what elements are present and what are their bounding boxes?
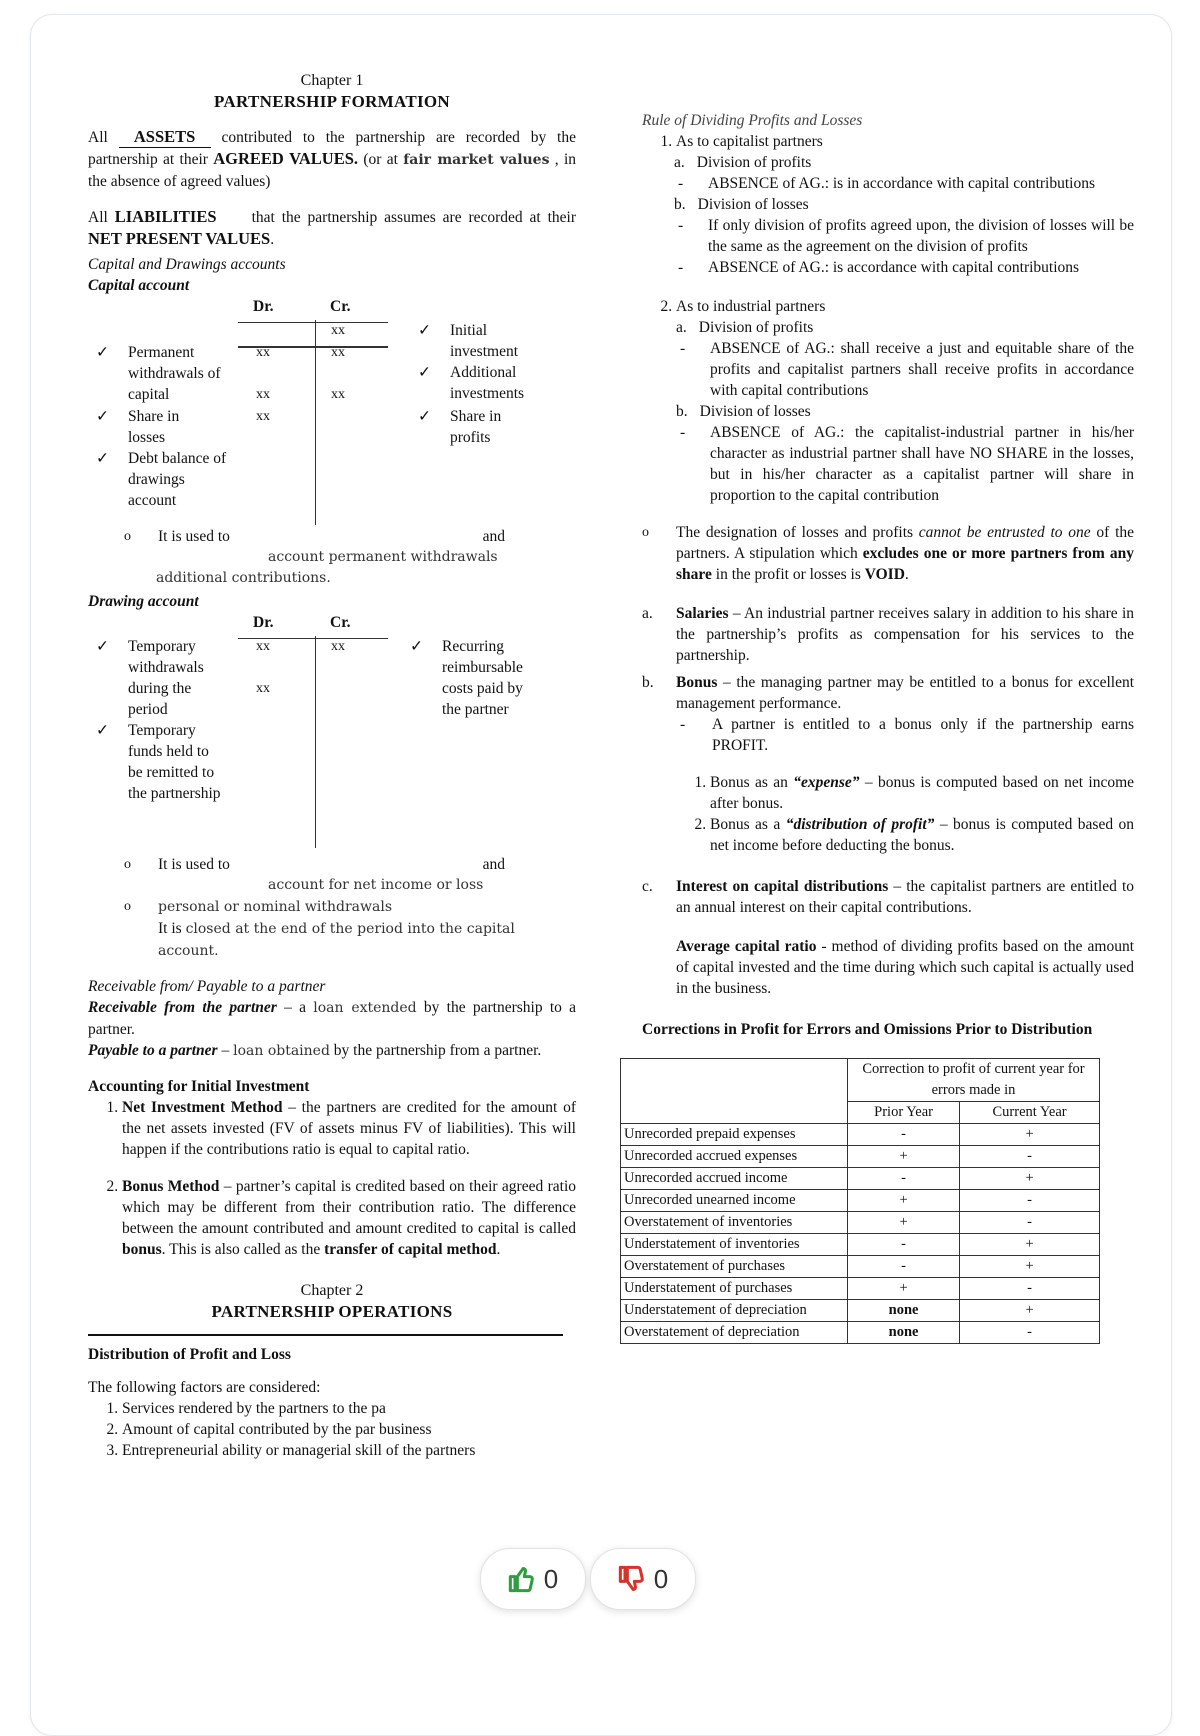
payable-paragraph: Payable to a partner – loan obtained by the partnership from a partner.	[88, 1042, 542, 1059]
check-icon: ✓	[418, 408, 431, 425]
table-group-header: Correction to profit of current year for errors made in	[848, 1059, 1100, 1102]
distribution-heading: Distribution of Profit and Loss	[88, 1346, 291, 1363]
chapter-2-title: PARTNERSHIP OPERATIONS	[211, 1302, 453, 1321]
drawing-cr-header: Cr.	[330, 614, 351, 631]
industrial-partners: 2. As to industrial partners a. Division of profits - ABSENCE of AG.: shall receive a just and equitable share of the profits and capitalist partners shall receive profits in accordance with capital contributions b. Division of losses - ABSENCE of AG.: the capitalist-industrial partner in his/her character as industrial partner shall have NO SHARE in the losses, but in his/her character as a capitalist partner will share in proportion to the capital contribution	[676, 296, 1134, 506]
table-row: Understatement of inventories - +	[621, 1234, 1100, 1256]
capital-credit-item: Share in profits	[450, 408, 502, 446]
drawing-debit-item: Temporary funds held to be remitted to the partnership	[128, 722, 221, 802]
bonus-note: - A partner is entitled to a bonus only if the partnership earns PROFIT.	[642, 714, 1134, 756]
table-row: Unrecorded prepaid expenses - +	[621, 1124, 1100, 1146]
factor-item: 2. Amount of capital contributed by the par business	[122, 1419, 576, 1440]
average-capital-item: Average capital ratio - method of dividing profits based on the amount of capital invested and the time during which such capital is actually used in the business.	[676, 938, 1134, 997]
capital-account-heading: Capital account	[88, 277, 190, 294]
check-icon: ✓	[410, 638, 423, 655]
interest-item: c. Interest on capital distributions – the capitalist partners are entitled to an annual interest on their capital contributions.	[642, 878, 1135, 916]
drawing-closed-note: o personal or nominal withdrawals It is closed at the end of the period into the capital account.	[124, 896, 576, 962]
capital-credit-item: Initial investment	[450, 322, 519, 360]
assets-paragraph: All ASSETS contributed to the partnership are recorded by the partnership at their AGREED VALUES. (or at fair market values , in the absence of agreed values)	[88, 127, 577, 190]
check-icon: ✓	[96, 638, 109, 655]
check-icon: ✓	[96, 408, 109, 425]
capital-dr-header: Dr.	[253, 298, 274, 315]
table-col-prior: Prior Year	[848, 1102, 960, 1124]
check-icon: ✓	[96, 450, 109, 467]
npv-term: NET PRESENT VALUES	[88, 229, 271, 248]
chapter-1-label: Chapter 1	[300, 72, 364, 89]
check-icon: ✓	[418, 364, 431, 381]
table-row: Unrecorded accrued expenses + -	[621, 1146, 1100, 1168]
right-column	[624, 110, 1135, 1344]
capital-usage-note: o It is used to and account permanent withdrawals additional contributions.	[124, 526, 576, 589]
drawing-debit-item: Temporary withdrawals during the period	[128, 638, 204, 718]
bonus-distribution: 2. Bonus as a “distribution of profit” – bonus is computed based on net income before deducting the bonus.	[710, 814, 1134, 856]
bonus-expense: 1. Bonus as an “expense” – bonus is computed based on net income after bonus.	[710, 772, 1134, 814]
corrections-table	[620, 1058, 1100, 1344]
dislike-button[interactable]	[590, 1548, 696, 1610]
drawing-t-account: Dr. Cr. xx xx xx ✓ Temporary withdrawals during the period ✓ Temporary funds held to be remitted to the partnership ✓ Recurring reimbursable costs paid by the partner	[88, 612, 576, 854]
liabilities-term: LIABILITIES	[114, 207, 217, 226]
agreed-values-term: AGREED VALUES.	[213, 149, 359, 168]
table-col-current: Current Year	[960, 1102, 1100, 1124]
corrections-heading: Corrections in Profit for Errors and Omissions Prior to Distribution	[642, 1021, 1093, 1038]
capital-debit-item: Share in losses	[128, 408, 180, 446]
receivable-term: Receivable from the partner	[88, 999, 277, 1016]
bonus-method: 2. Bonus Method – partner’s capital is credited based on their agreed ratio which may be different from their contribution ratio. The difference between the amount contributed and amount credited to capital is called bonus. This is also called as the transfer of capital method.	[122, 1176, 576, 1260]
table-row: Understatement of depreciation none +	[621, 1300, 1100, 1322]
corrections-table-wrap	[620, 1058, 1134, 1344]
factor-item: 1. Services rendered by the partners to the pa	[122, 1398, 576, 1419]
chapter-2-label: Chapter 2	[300, 1282, 364, 1299]
table-row: Unrecorded unearned income + -	[621, 1190, 1100, 1212]
payable-term: Payable to a partner	[88, 1042, 218, 1059]
capital-debit-item: Permanent withdrawals of capital	[128, 344, 221, 403]
receivable-paragraph: Receivable from the partner – a loan extended by the partnership to a partner.	[88, 999, 577, 1038]
drawing-account-heading: Drawing account	[88, 593, 199, 610]
drawing-usage-note: o It is used to and account for net income or loss	[124, 854, 576, 896]
dislike-count: 0	[653, 1563, 669, 1594]
capital-credit-item: Additional investments	[450, 364, 525, 402]
table-row: Understatement of purchases + -	[621, 1278, 1100, 1300]
salaries-item: a. Salaries – An industrial partner receives salary in addition to his share in the partnership’s profits as compensation for his services to the partnership.	[642, 605, 1134, 664]
table-row: Overstatement of inventories + -	[621, 1212, 1100, 1234]
check-icon: ✓	[96, 344, 109, 361]
drawing-credit-item: Recurring reimbursable costs paid by the partner	[442, 638, 523, 718]
liabilities-paragraph: All LIABILITIES that the partnership assumes are recorded at their NET PRESENT VALUES.	[88, 207, 577, 248]
table-row: Overstatement of purchases - +	[621, 1256, 1100, 1278]
check-icon: ✓	[96, 722, 109, 739]
chapter-1-title: PARTNERSHIP FORMATION	[214, 92, 450, 111]
like-button[interactable]	[480, 1548, 586, 1610]
rule-heading: Rule of Dividing Profits and Losses	[642, 112, 863, 129]
fair-market-term: fair market values	[403, 152, 550, 168]
factor-item: 3. Entrepreneurial ability or managerial skill of the partners	[122, 1440, 576, 1461]
left-column	[88, 70, 576, 1461]
bonus-item: b. Bonus – the managing partner may be entitled to a bonus for excellent management performance.	[642, 674, 1135, 712]
table-row: Overstatement of depreciation none -	[621, 1322, 1100, 1344]
drawing-dr-header: Dr.	[253, 614, 274, 631]
net-investment-method: 1. Net Investment Method – the partners are credited for the amount of the net assets invested (FV of assets minus FV of liabilities). This will happen if the contributions ratio is equal to capital ratio.	[122, 1097, 576, 1160]
designation-note: o The designation of losses and profits cannot be entrusted to one of the partners. A stipulation which excludes one or more partners from any share in the profit or losses is VOID.	[642, 522, 1134, 585]
cap-draw-heading: Capital and Drawings accounts	[88, 256, 286, 273]
factors-intro: The following factors are considered:	[88, 1379, 321, 1396]
table-row: Unrecorded accrued income - +	[621, 1168, 1100, 1190]
assets-term: ASSETS	[119, 126, 211, 148]
like-count: 0	[543, 1563, 559, 1594]
capital-debit-item: Debt balance of drawings account	[128, 450, 227, 509]
capital-t-account: Dr. Cr. xx xx xx xx xx xx ✓ Permanent withdrawals of capital ✓ Share in losses ✓ Debt balance of drawings account ✓ Initial investment ✓ Additional investments ✓ Share in profits	[88, 296, 576, 526]
capital-cr-header: Cr.	[330, 298, 351, 315]
check-icon: ✓	[418, 322, 431, 339]
thumbs-down-icon	[618, 1565, 646, 1593]
initial-investment-heading: Accounting for Initial Investment	[88, 1078, 310, 1095]
capitalist-partners: 1. As to capitalist partners a. Division of profits - ABSENCE of AG.: is in accordance with capital contributions b. Division of losses - If only division of profits agreed upon, the division of losses will be the same as the agreement on the division of profits - ABSENCE of AG.: is accordance with capital contributions	[676, 131, 1134, 278]
receivable-heading: Receivable from/ Payable to a partner	[88, 978, 326, 995]
thumbs-up-icon	[508, 1565, 536, 1593]
